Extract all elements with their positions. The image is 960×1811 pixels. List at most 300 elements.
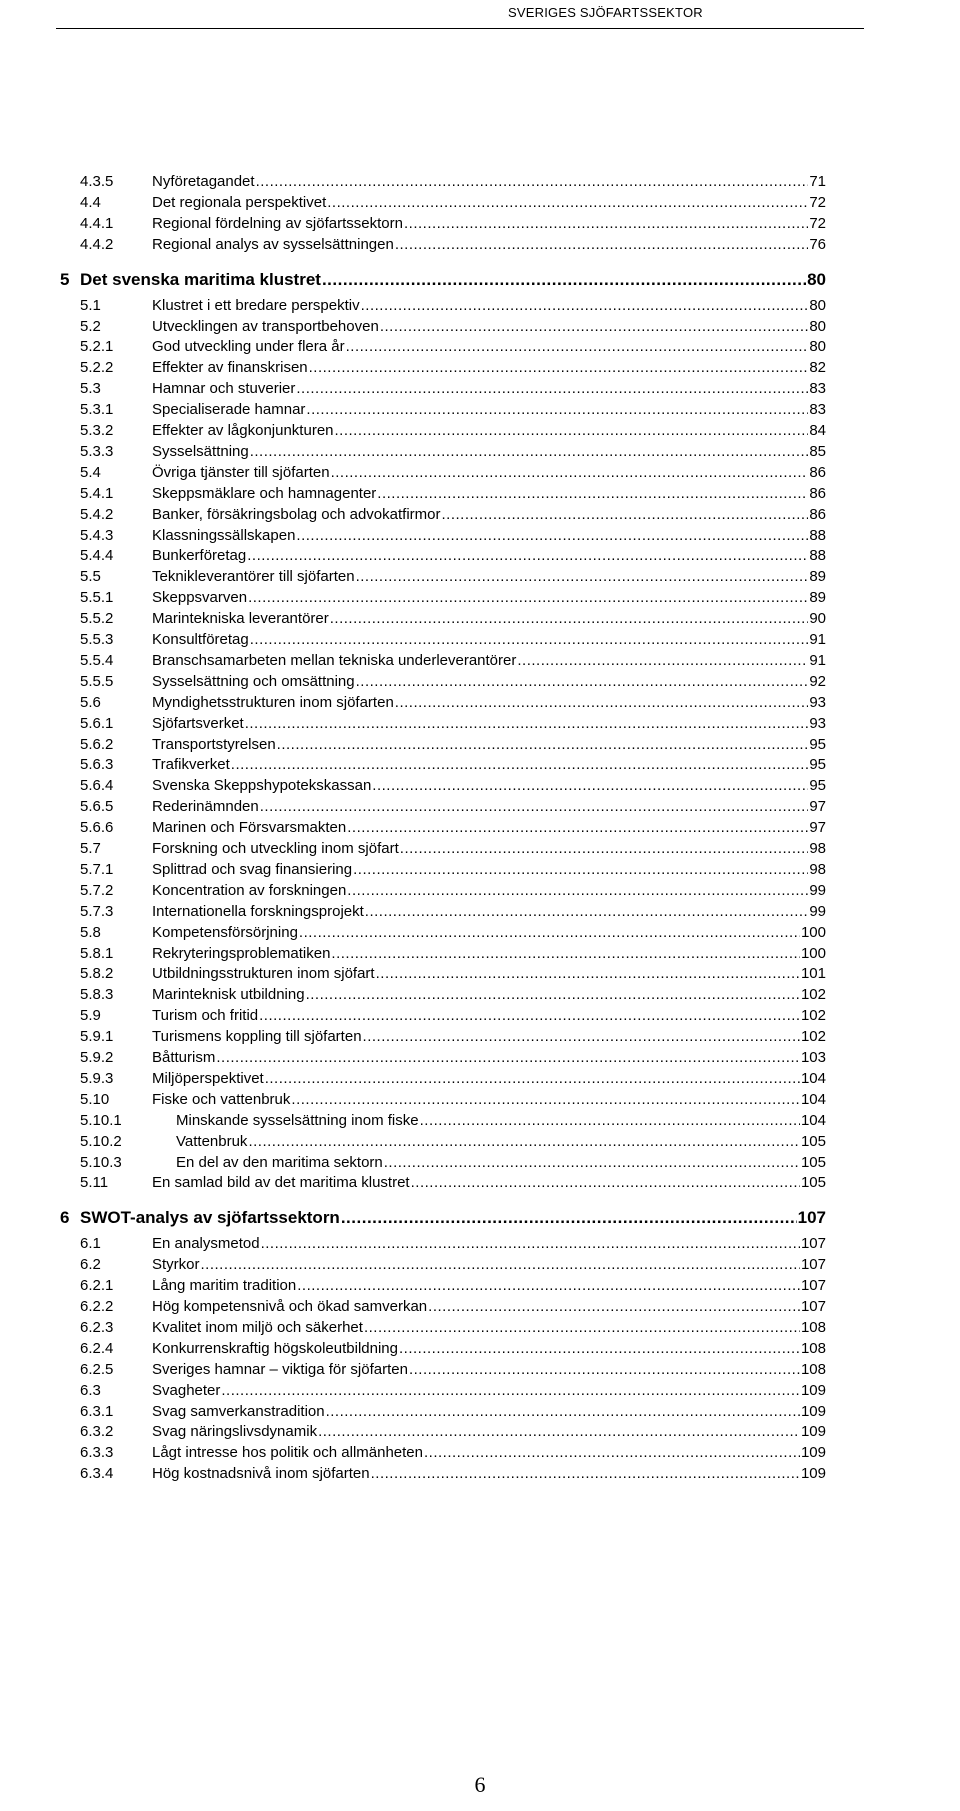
toc-entry[interactable] — [0, 545, 960, 567]
toc-entry-number: 5.4.1 — [80, 484, 114, 502]
toc-entry-number: 5.6.1 — [80, 714, 114, 732]
toc-entry-title: Miljöperspektivet — [152, 1069, 264, 1087]
toc-entry[interactable] — [0, 420, 960, 442]
toc-entry-page: 90 — [809, 610, 826, 628]
toc-entry-page: 103 — [800, 1049, 826, 1066]
toc-entry-page: 107 — [800, 1298, 826, 1315]
toc-entry-page: 102 — [800, 1028, 826, 1046]
toc-entry-number: 5.5 — [80, 568, 101, 586]
toc-entry-title: Svagheter — [152, 1381, 221, 1399]
toc-entry-number: 4.4.1 — [80, 214, 114, 232]
toc-entry-page: 86 — [809, 463, 826, 481]
toc-entry-page: 102 — [800, 986, 826, 1004]
toc-entry-title: Effekter av lågkonjunkturen — [152, 422, 334, 439]
toc-dot-leader — [291, 1089, 800, 1111]
toc-dot-leader — [306, 984, 800, 1006]
toc-entry[interactable] — [0, 754, 960, 776]
toc-entry[interactable] — [0, 671, 960, 693]
toc-dot-leader — [384, 1152, 800, 1174]
toc-dot-leader — [377, 483, 808, 505]
toc-entry-number: 5.9.2 — [80, 1049, 114, 1066]
toc-entry-page: 95 — [809, 735, 826, 753]
toc-entry-page: 104 — [800, 1111, 826, 1129]
toc-entry-number: 5.10.1 — [80, 1111, 122, 1129]
toc-entry[interactable] — [0, 213, 960, 235]
toc-entry-number: 5.9 — [80, 1007, 101, 1025]
toc-entry-number: 6.2 — [80, 1256, 101, 1274]
toc-entry-title: Effekter av finanskrisen — [152, 359, 308, 377]
toc-entry[interactable] — [0, 357, 960, 379]
toc-entry-page: 100 — [800, 944, 826, 962]
toc-entry-page: 97 — [809, 798, 826, 816]
toc-entry-number: 5.2.1 — [80, 338, 114, 356]
toc-entry[interactable] — [0, 1005, 960, 1027]
toc-dot-leader — [248, 587, 808, 609]
toc-entry-page: 107 — [800, 1277, 826, 1295]
toc-dot-leader — [326, 1401, 800, 1423]
toc-entry-number: 5 — [60, 269, 70, 289]
toc-entry-page: 105 — [800, 1132, 826, 1150]
toc-dot-leader — [365, 901, 809, 923]
toc-entry-number: 5.8.2 — [80, 965, 114, 983]
toc-entry-title: Marinteknisk utbildning — [152, 986, 305, 1004]
toc-entry[interactable] — [0, 1110, 960, 1132]
toc-entry-number: 4.4.2 — [80, 235, 114, 253]
toc-entry-title: Marintekniska leverantörer — [152, 610, 329, 628]
toc-entry[interactable] — [0, 629, 960, 651]
toc-entry-title: Branschsamarbeten mellan tekniska underleverantörer — [152, 651, 517, 669]
toc-entry-title: Splittrad och svag finansiering — [152, 860, 353, 878]
toc-entry[interactable] — [0, 269, 960, 291]
toc-entry-page: 71 — [809, 173, 826, 190]
toc-dot-leader — [318, 1421, 800, 1443]
toc-entry-page: 105 — [800, 1153, 826, 1171]
toc-entry[interactable] — [0, 192, 960, 214]
toc-entry-title: Transportstyrelsen — [152, 735, 276, 753]
toc-entry-page: 99 — [809, 902, 826, 920]
toc-dot-leader — [309, 357, 809, 379]
toc-entry[interactable] — [0, 775, 960, 797]
toc-entry-title: Lång maritim tradition — [152, 1277, 297, 1295]
toc-entry-number: 5.10.3 — [80, 1153, 122, 1171]
toc-entry[interactable] — [0, 441, 960, 463]
toc-dot-leader — [327, 192, 808, 214]
toc-dot-leader — [363, 1026, 800, 1048]
toc-entry-page: 91 — [809, 631, 826, 648]
toc-entry[interactable] — [0, 336, 960, 358]
toc-entry-title: Hamnar och stuverier — [152, 380, 296, 398]
toc-entry-page: 109 — [800, 1402, 826, 1420]
toc-dot-leader — [399, 1338, 800, 1360]
toc-entry-title: Hög kompetensnivå och ökad samverkan — [152, 1298, 428, 1315]
toc-entry-page: 89 — [809, 568, 826, 586]
toc-dot-leader — [380, 316, 809, 338]
toc-dot-leader — [335, 420, 809, 442]
toc-dot-leader — [261, 1233, 800, 1255]
toc-dot-leader — [347, 880, 808, 902]
toc-entry-number: 6 — [60, 1208, 70, 1228]
toc-dot-leader — [201, 1254, 800, 1276]
toc-entry[interactable] — [0, 859, 960, 881]
toc-entry-title: Rekryteringsproblematiken — [152, 944, 331, 962]
toc-entry-page: 80 — [809, 317, 826, 335]
toc-entry-number: 4.4 — [80, 193, 101, 211]
toc-entry-page: 80 — [809, 338, 826, 356]
toc-entry[interactable] — [0, 587, 960, 609]
toc-dot-leader — [353, 859, 808, 881]
toc-dot-leader — [296, 378, 808, 400]
toc-entry-number: 5.3.2 — [80, 422, 114, 439]
toc-entry-page: 108 — [800, 1318, 826, 1336]
toc-entry-title: Specialiserade hamnar — [152, 401, 306, 419]
toc-dot-leader — [296, 525, 808, 547]
toc-entry-number: 4.3.5 — [80, 173, 114, 190]
toc-entry-number: 5.6.3 — [80, 756, 114, 774]
toc-dot-leader — [356, 566, 809, 588]
toc-entry-title: God utveckling under flera år — [152, 338, 345, 356]
toc-entry[interactable] — [0, 1131, 960, 1153]
toc-entry[interactable] — [0, 1207, 960, 1229]
toc-entry-title: Lågt intresse hos politik och allmänheten — [152, 1444, 423, 1462]
toc-entry-title: Utvecklingen av transportbehoven — [152, 317, 379, 335]
toc-entry-page: 107 — [800, 1256, 826, 1274]
toc-entry-number: 6.3.3 — [80, 1444, 114, 1462]
toc-dot-leader — [231, 754, 809, 776]
toc-entry[interactable] — [0, 838, 960, 860]
toc-dot-leader — [404, 213, 808, 235]
toc-dot-leader — [260, 796, 809, 818]
toc-entry[interactable] — [0, 650, 960, 672]
toc-entry-number: 5.11 — [80, 1174, 109, 1192]
toc-entry-page: 104 — [800, 1090, 826, 1108]
toc-entry[interactable] — [0, 963, 960, 985]
toc-entry[interactable] — [0, 525, 960, 547]
toc-entry-number: 6.2.1 — [80, 1277, 114, 1295]
toc-entry-number: 5.4.3 — [80, 526, 114, 544]
toc-entry-title: Nyföretagandet — [152, 173, 255, 190]
toc-entry-title: Regional fördelning av sjöfartssektorn — [152, 214, 403, 232]
toc-entry-page: 95 — [809, 777, 826, 795]
toc-dot-leader — [364, 1317, 800, 1339]
toc-entry-page: 91 — [809, 651, 826, 669]
toc-entry-page: 92 — [809, 672, 826, 690]
toc-dot-leader — [330, 608, 809, 630]
toc-entry-page: 83 — [809, 401, 826, 419]
toc-entry-title: SWOT-analys av sjöfartssektorn — [80, 1208, 340, 1228]
toc-dot-leader — [428, 1296, 800, 1318]
toc-entry-title: En analysmetod — [152, 1235, 260, 1253]
toc-dot-leader — [248, 1131, 800, 1153]
toc-entry-page: 72 — [809, 214, 826, 232]
toc-entry[interactable] — [0, 1296, 960, 1318]
toc-entry-page: 109 — [800, 1444, 826, 1462]
toc-entry-number: 5.9.1 — [80, 1028, 114, 1046]
toc-entry-page: 76 — [809, 235, 826, 253]
toc-dot-leader — [420, 1110, 800, 1132]
toc-dot-leader — [259, 1005, 800, 1027]
toc-entry-title: Kompetensförsörjning — [152, 923, 298, 941]
toc-entry[interactable] — [0, 1421, 960, 1443]
toc-entry-title: Minskande sysselsättning inom fiske — [176, 1111, 419, 1129]
toc-entry[interactable] — [0, 1442, 960, 1464]
toc-dot-leader — [424, 1442, 800, 1464]
toc-entry-title: Myndighetsstrukturen inom sjöfarten — [152, 693, 394, 711]
toc-entry[interactable] — [0, 1026, 960, 1048]
toc-entry[interactable] — [0, 1068, 960, 1090]
toc-entry-title: Svag samverkanstradition — [152, 1402, 325, 1420]
toc-dot-leader — [371, 1463, 800, 1485]
toc-dot-leader — [216, 1047, 800, 1069]
toc-entry-number: 5.6.2 — [80, 735, 114, 753]
toc-dot-leader — [297, 1275, 800, 1297]
toc-dot-leader — [517, 650, 808, 672]
toc-entry[interactable] — [0, 316, 960, 338]
toc-entry-number: 5.2.2 — [80, 359, 114, 377]
toc-entry-page: 109 — [800, 1381, 826, 1399]
toc-entry[interactable] — [0, 234, 960, 256]
toc-entry[interactable] — [0, 1338, 960, 1360]
toc-entry-number: 5.6.6 — [80, 819, 114, 837]
toc-entry-title: Båtturism — [152, 1049, 216, 1066]
toc-entry[interactable] — [0, 1463, 960, 1485]
toc-dot-leader — [221, 1380, 800, 1402]
toc-entry-title: Konkurrenskraftig högskoleutbildning — [152, 1339, 398, 1357]
toc-entry-title: Utbildningsstrukturen inom sjöfart — [152, 965, 375, 983]
toc-entry[interactable] — [0, 1172, 960, 1194]
toc-entry-page: 88 — [809, 547, 826, 565]
toc-entry-title: Övriga tjänster till sjöfarten — [152, 463, 330, 481]
toc-entry-number: 5.6 — [80, 693, 101, 711]
toc-entry-number: 5.9.3 — [80, 1069, 114, 1087]
toc-entry-number: 5.4.2 — [80, 505, 114, 523]
toc-entry[interactable] — [0, 504, 960, 526]
toc-entry[interactable] — [0, 1152, 960, 1174]
toc-entry[interactable] — [0, 608, 960, 630]
toc-entry[interactable] — [0, 462, 960, 484]
toc-entry-title: Det regionala perspektivet — [152, 193, 327, 211]
toc-entry-page: 89 — [809, 589, 826, 607]
toc-entry-title: Turism och fritid — [152, 1007, 259, 1025]
toc-entry-title: Marinen och Försvarsmakten — [152, 819, 347, 837]
toc-entry-title: Styrkor — [152, 1256, 200, 1274]
toc-entry-number: 6.3.4 — [80, 1465, 114, 1483]
toc-entry-title: Det svenska maritima klustret — [80, 269, 321, 289]
toc-entry-number: 5.3 — [80, 380, 101, 398]
page-number: 6 — [474, 1772, 486, 1797]
toc-entry-number: 5.3.3 — [80, 442, 114, 460]
toc-dot-leader — [299, 922, 800, 944]
toc-entry[interactable] — [0, 566, 960, 588]
toc-entry-title: Bunkerföretag — [152, 547, 247, 565]
toc-entry[interactable] — [0, 943, 960, 965]
toc-entry-title: Koncentration av forskningen — [152, 881, 347, 899]
toc-entry[interactable] — [0, 378, 960, 400]
toc-dot-leader — [331, 943, 800, 965]
toc-entry[interactable] — [0, 295, 960, 317]
toc-entry-title: Klustret i ett bredare perspektiv — [152, 296, 360, 314]
toc-entry[interactable] — [0, 399, 960, 421]
toc-dot-leader — [277, 734, 809, 756]
toc-entry-number: 5.5.4 — [80, 651, 114, 669]
toc-entry-page: 82 — [809, 359, 826, 377]
toc-entry-page: 102 — [800, 1007, 826, 1025]
toc-entry-page: 86 — [809, 505, 826, 523]
toc-entry[interactable] — [0, 713, 960, 735]
toc-entry-number: 5.8.3 — [80, 986, 114, 1004]
toc-entry-page: 95 — [809, 756, 826, 774]
toc-entry-page: 108 — [800, 1339, 826, 1357]
toc-entry[interactable] — [0, 483, 960, 505]
toc-dot-leader — [306, 399, 808, 421]
toc-entry-title: Skeppsmäklare och hamnagenter — [152, 484, 377, 502]
toc-entry[interactable] — [0, 1233, 960, 1255]
toc-entry-page: 93 — [809, 693, 826, 711]
toc-entry-page: 104 — [800, 1069, 826, 1087]
toc-entry-title: Konsultföretag — [152, 631, 249, 648]
toc-dot-leader — [411, 1172, 800, 1194]
toc-entry-page: 85 — [809, 442, 826, 460]
toc-entry[interactable] — [0, 1317, 960, 1339]
toc-entry[interactable] — [0, 1089, 960, 1111]
toc-entry-page: 108 — [800, 1360, 826, 1378]
toc-dot-leader — [356, 671, 809, 693]
toc-entry-page: 86 — [809, 484, 826, 502]
toc-entry-number: 6.1 — [80, 1235, 101, 1253]
header-rule — [56, 28, 864, 29]
toc-entry-title: Forskning och utveckling inom sjöfart — [152, 840, 399, 857]
toc-entry-page: 88 — [809, 526, 826, 544]
toc-entry[interactable] — [0, 901, 960, 923]
toc-entry[interactable] — [0, 1401, 960, 1423]
toc-entry-number: 5.7.2 — [80, 881, 114, 899]
toc-entry-page: 107 — [797, 1208, 826, 1228]
toc-dot-leader — [346, 336, 809, 358]
toc-entry-number: 5.4 — [80, 463, 101, 481]
toc-entry-page: 109 — [800, 1465, 826, 1483]
toc-entry-number: 5.8 — [80, 923, 101, 941]
toc-entry-title: Hög kostnadsnivå inom sjöfarten — [152, 1465, 370, 1483]
toc-dot-leader — [265, 1068, 800, 1090]
toc-entry-number: 5.5.2 — [80, 610, 114, 628]
toc-entry-number: 5.3.1 — [80, 401, 114, 419]
toc-entry-title: En del av den maritima sektorn — [176, 1153, 383, 1171]
toc-entry-number: 6.3.1 — [80, 1402, 114, 1420]
toc-entry[interactable] — [0, 1275, 960, 1297]
toc-entry[interactable] — [0, 984, 960, 1006]
toc-entry-page: 99 — [809, 881, 826, 899]
toc-entry-title: Internationella forskningsprojekt — [152, 902, 364, 920]
toc-entry-number: 6.3.2 — [80, 1423, 114, 1441]
toc-entry-page: 101 — [800, 965, 826, 983]
toc-entry-page: 72 — [809, 193, 826, 211]
toc-entry[interactable] — [0, 171, 960, 193]
toc-entry-number: 5.5.1 — [80, 589, 114, 607]
toc-entry-number: 6.2.3 — [80, 1318, 114, 1336]
toc-entry-page: 100 — [800, 923, 826, 941]
toc-entry-page: 97 — [809, 819, 826, 837]
toc-entry-title: Turismens koppling till sjöfarten — [152, 1028, 362, 1046]
toc-entry[interactable] — [0, 1047, 960, 1069]
toc-dot-leader — [331, 462, 809, 484]
toc-entry-number: 5.7 — [80, 840, 101, 857]
toc-entry-page: 80 — [809, 296, 826, 314]
toc-entry-number: 5.7.3 — [80, 902, 114, 920]
toc-entry-title: Svenska Skeppshypotekskassan — [152, 777, 372, 795]
toc-dot-leader — [347, 817, 808, 839]
toc-dot-leader — [250, 629, 809, 651]
toc-entry-number: 5.4.4 — [80, 547, 114, 565]
toc-entry-number: 5.6.5 — [80, 798, 114, 816]
toc-entry-title: Vattenbruk — [176, 1132, 248, 1150]
toc-entry[interactable] — [0, 1254, 960, 1276]
toc-dot-leader — [372, 775, 808, 797]
toc-dot-leader — [247, 545, 808, 567]
toc-entry-title: Regional analys av sysselsättningen — [152, 235, 394, 253]
toc-entry-number: 5.10 — [80, 1090, 110, 1108]
toc-dot-leader — [341, 1207, 797, 1229]
toc-entry-number: 5.5.3 — [80, 631, 114, 648]
toc-dot-leader — [376, 963, 800, 985]
toc-dot-leader — [245, 713, 809, 735]
toc-entry[interactable] — [0, 817, 960, 839]
toc-entry-number: 5.2 — [80, 317, 101, 335]
page-header — [0, 0, 960, 30]
toc-entry-number: 5.8.1 — [80, 944, 114, 962]
toc-entry-title: Skeppsvarven — [152, 589, 248, 607]
toc-entry-number: 5.5.5 — [80, 672, 114, 690]
toc-entry-title: Fiske och vattenbruk — [152, 1090, 291, 1108]
toc-entry-page: 84 — [809, 422, 826, 439]
toc-dot-leader — [361, 295, 809, 317]
toc-entry-page: 93 — [809, 714, 826, 732]
toc-entry-title: Sysselsättning — [152, 442, 249, 460]
toc-entry-page: 98 — [809, 860, 826, 878]
toc-entry[interactable] — [0, 796, 960, 818]
toc-dot-leader — [250, 441, 809, 463]
toc-entry-title: Banker, försäkringsbolag och advokatfirmor — [152, 505, 441, 523]
toc-entry-number: 5.1 — [80, 296, 101, 314]
toc-entry-page: 109 — [800, 1423, 826, 1441]
toc-entry-title: Sjöfartsverket — [152, 714, 244, 732]
toc-entry-number: 5.6.4 — [80, 777, 114, 795]
toc-entry[interactable] — [0, 922, 960, 944]
toc-entry-title: Sysselsättning och omsättning — [152, 672, 355, 690]
toc-entry[interactable] — [0, 1359, 960, 1381]
toc-entry-number: 6.2.2 — [80, 1298, 114, 1315]
toc-entry-number: 5.10.2 — [80, 1132, 122, 1150]
toc-entry-title: Trafikverket — [152, 756, 230, 774]
toc-entry-number: 6.2.5 — [80, 1360, 114, 1378]
toc-entry[interactable] — [0, 692, 960, 714]
toc-entry-title: Kvalitet inom miljö och säkerhet — [152, 1318, 363, 1336]
toc-entry-title: Sveriges hamnar – viktiga för sjöfarten — [152, 1360, 408, 1378]
toc-dot-leader — [441, 504, 808, 526]
toc-entry-page: 105 — [800, 1174, 826, 1192]
toc-entry-number: 6.3 — [80, 1381, 101, 1399]
toc-entry[interactable] — [0, 1380, 960, 1402]
running-header: SVERIGES SJÖFARTSSEKTOR — [508, 5, 703, 20]
toc-entry-title: Svag näringslivsdynamik — [152, 1423, 318, 1441]
toc-entry-title: Klassningssällskapen — [152, 526, 296, 544]
toc-dot-leader — [395, 692, 809, 714]
toc-entry[interactable] — [0, 734, 960, 756]
toc-entry[interactable] — [0, 880, 960, 902]
toc-dot-leader — [409, 1359, 800, 1381]
toc-entry-title: Rederinämnden — [152, 798, 259, 816]
toc-dot-leader — [256, 171, 809, 193]
toc-entry-number: 5.7.1 — [80, 860, 114, 878]
toc-dot-leader — [395, 234, 809, 256]
